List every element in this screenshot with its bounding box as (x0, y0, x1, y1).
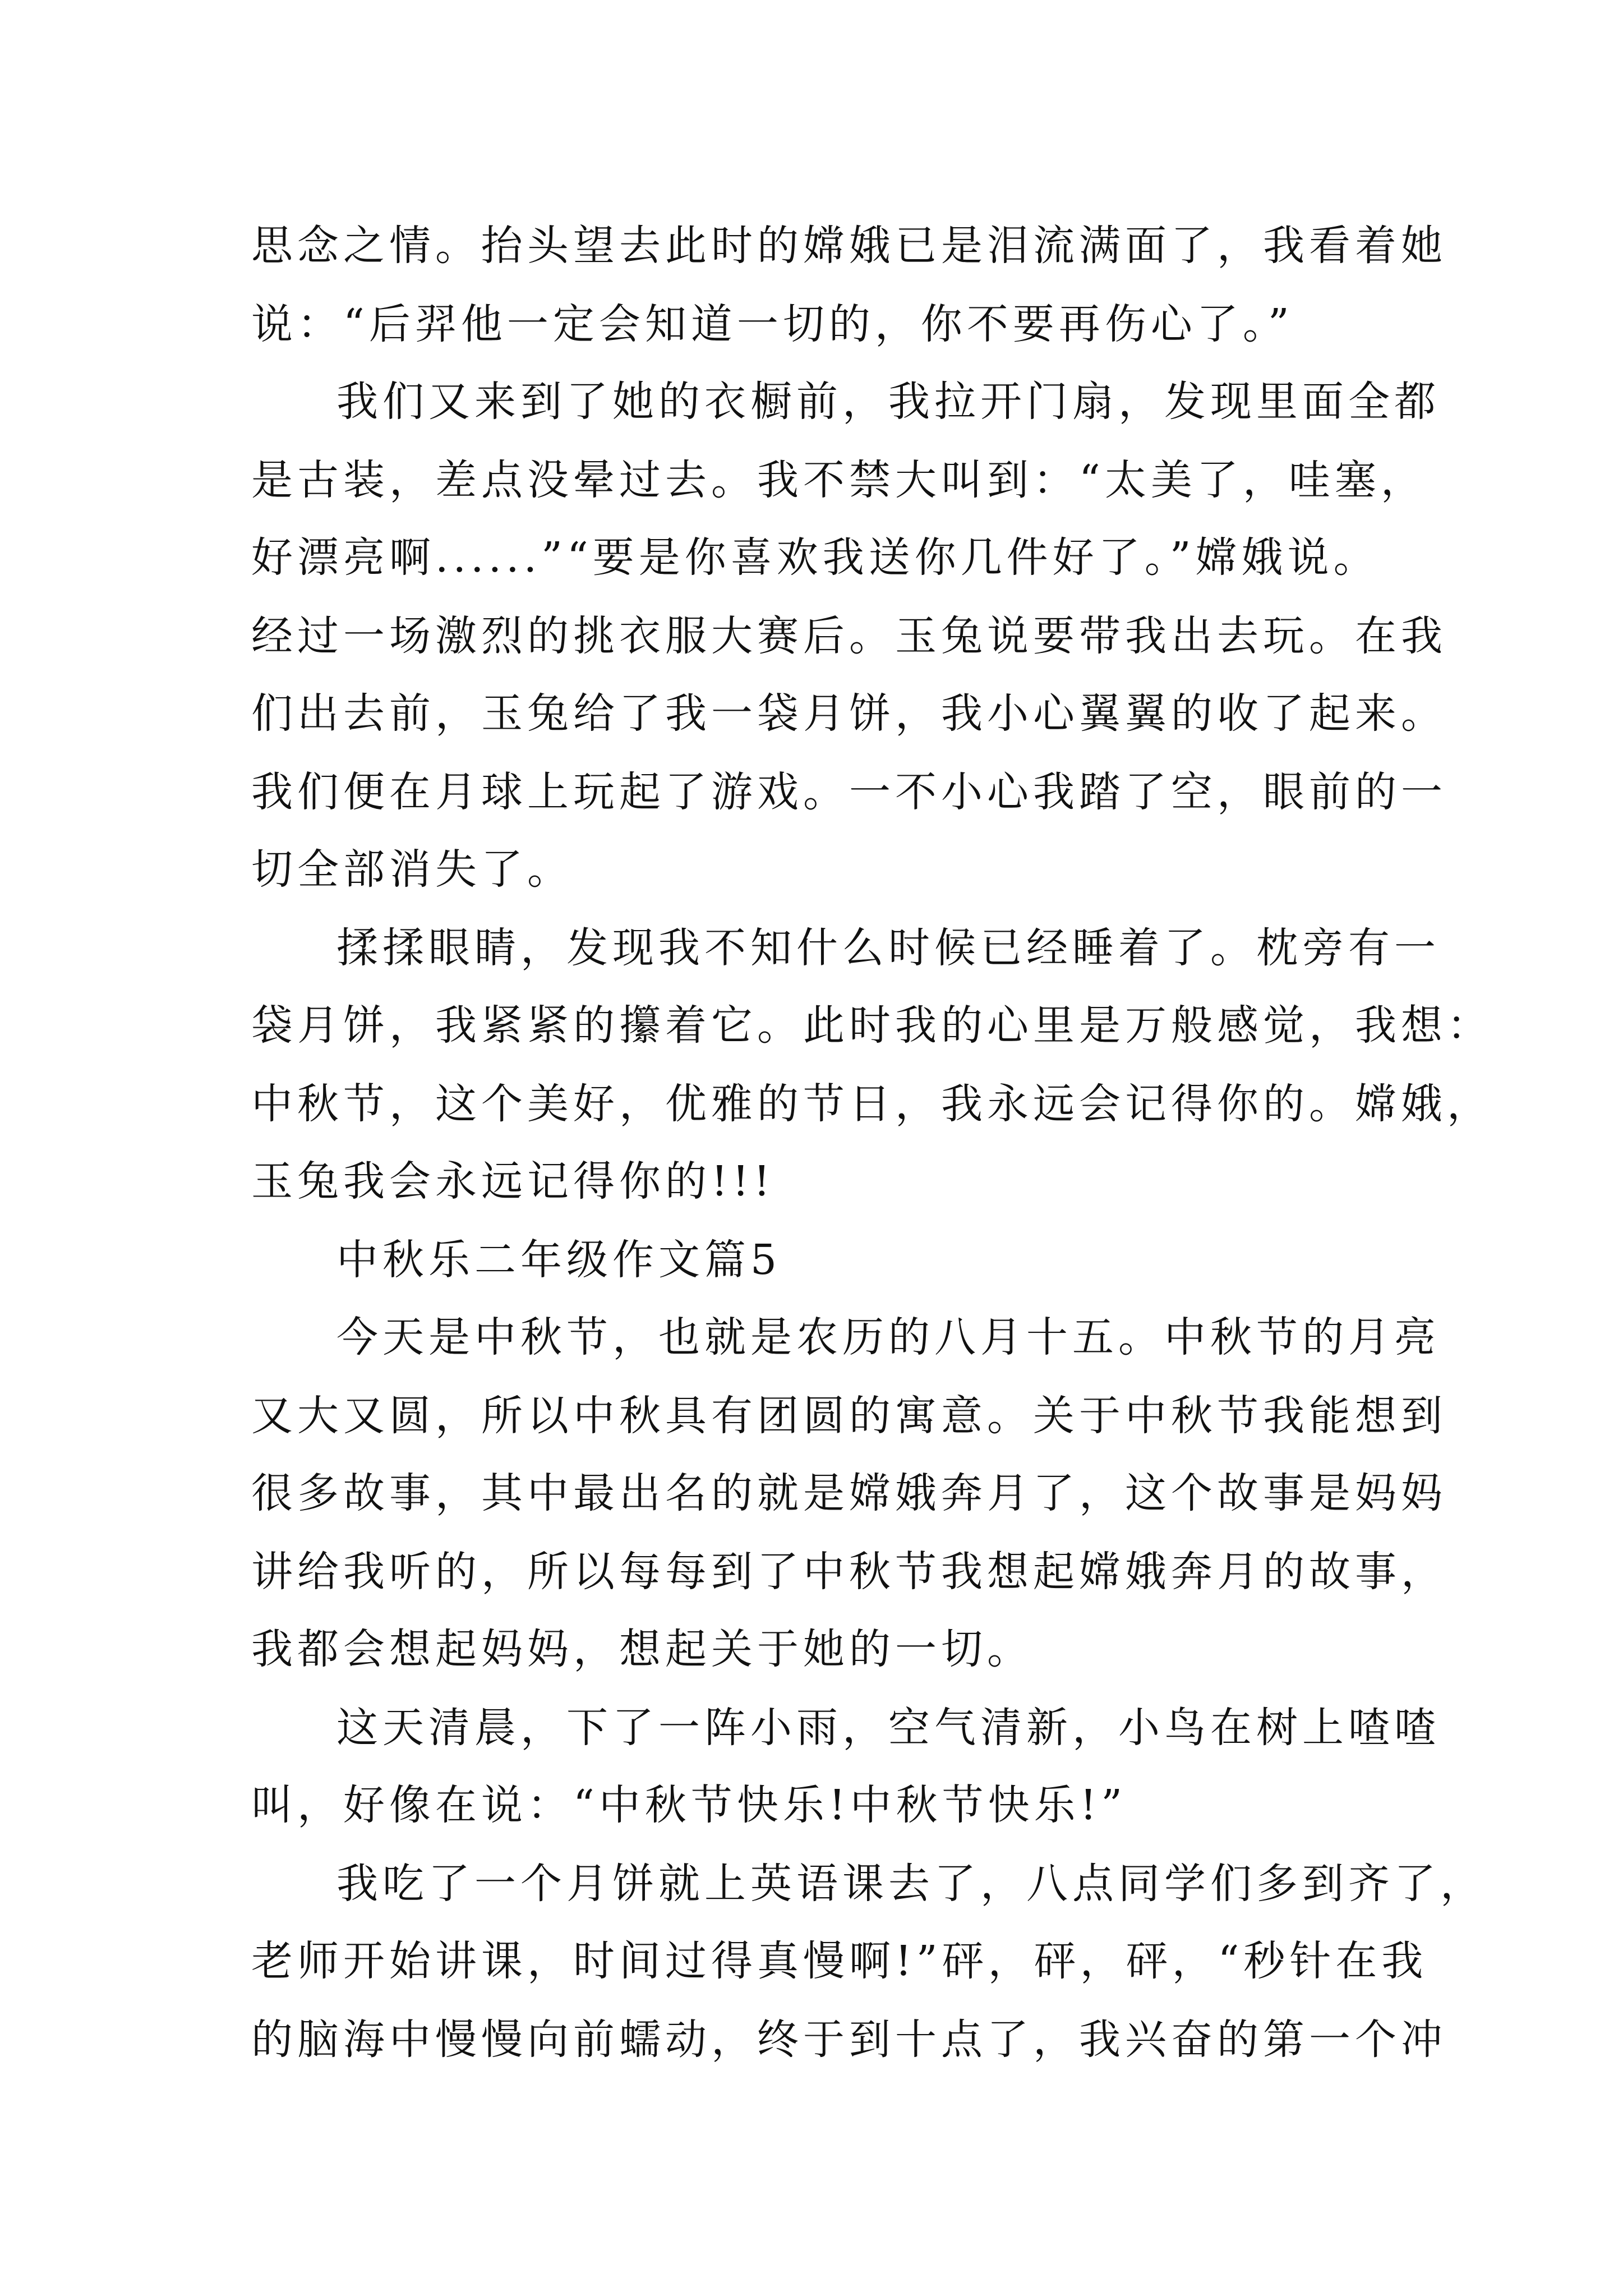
text-line: 中秋节，这个美好，优雅的节日，我永远会记得你的。嫦娥， (251, 1080, 1493, 1128)
text-line: 我都会想起妈妈，想起关于她的一切。 (251, 1625, 1033, 1673)
text-line: 袋月饼，我紧紧的攥着它。此时我的心里是万般感觉，我想： (251, 1001, 1493, 1050)
text-line: 老师开始讲课，时间过得真慢啊!”砰，砰，砰，“秒针在我 (251, 1937, 1428, 1985)
text-line: 经过一场激烈的挑衣服大赛后。玉兔说要带我出去玩。在我 (251, 612, 1447, 660)
text-line: 讲给我听的，所以每每到了中秋节我想起嫦娥奔月的故事， (251, 1548, 1447, 1596)
paragraph-start-line: 我们又来到了她的衣橱前，我拉开门扇，发现里面全都 (336, 378, 1440, 426)
text-line: 思念之情。抬头望去此时的嫦娥已是泪流满面了，我看着她 (251, 222, 1447, 270)
section-heading: 中秋乐二年级作文篇5 (336, 1236, 782, 1284)
text-line: 叫，好像在说：“中秋节快乐!中秋节快乐!” (251, 1781, 1127, 1829)
text-line: 的脑海中慢慢向前蠕动，终于到十点了，我兴奋的第一个冲 (251, 2016, 1447, 2064)
paragraph-start-line: 这天清晨，下了一阵小雨，空气清新，小鸟在树上喳喳 (336, 1704, 1440, 1752)
text-line: 我们便在月球上玩起了游戏。一不小心我踏了空，眼前的一 (251, 768, 1447, 816)
paragraph-start-line: 我吃了一个月饼就上英语课去了，八点同学们多到齐了， (336, 1860, 1486, 1908)
text-line: 好漂亮啊......”“要是你喜欢我送你几件好了。”嫦娥说。 (251, 533, 1380, 582)
paragraph-start-line: 今天是中秋节，也就是农历的八月十五。中秋节的月亮 (336, 1313, 1440, 1361)
text-line: 又大又圆，所以中秋具有团圆的寓意。关于中秋节我能想到 (251, 1392, 1447, 1440)
text-line: 是古装，差点没晕过去。我不禁大叫到：“太美了，哇塞， (251, 456, 1427, 504)
text-line: 玉兔我会永远记得你的!!! (251, 1157, 775, 1205)
paragraph-start-line: 揉揉眼睛，发现我不知什么时候已经睡着了。枕旁有一 (336, 924, 1440, 972)
text-line: 们出去前，玉兔给了我一袋月饼，我小心翼翼的收了起来。 (251, 689, 1447, 738)
text-line: 说：“后羿他一定会知道一切的，你不要再伤心了。” (251, 300, 1294, 348)
text-line: 切全部消失了。 (251, 845, 573, 894)
text-line: 很多故事，其中最出名的就是嫦娥奔月了，这个故事是妈妈 (251, 1469, 1447, 1517)
